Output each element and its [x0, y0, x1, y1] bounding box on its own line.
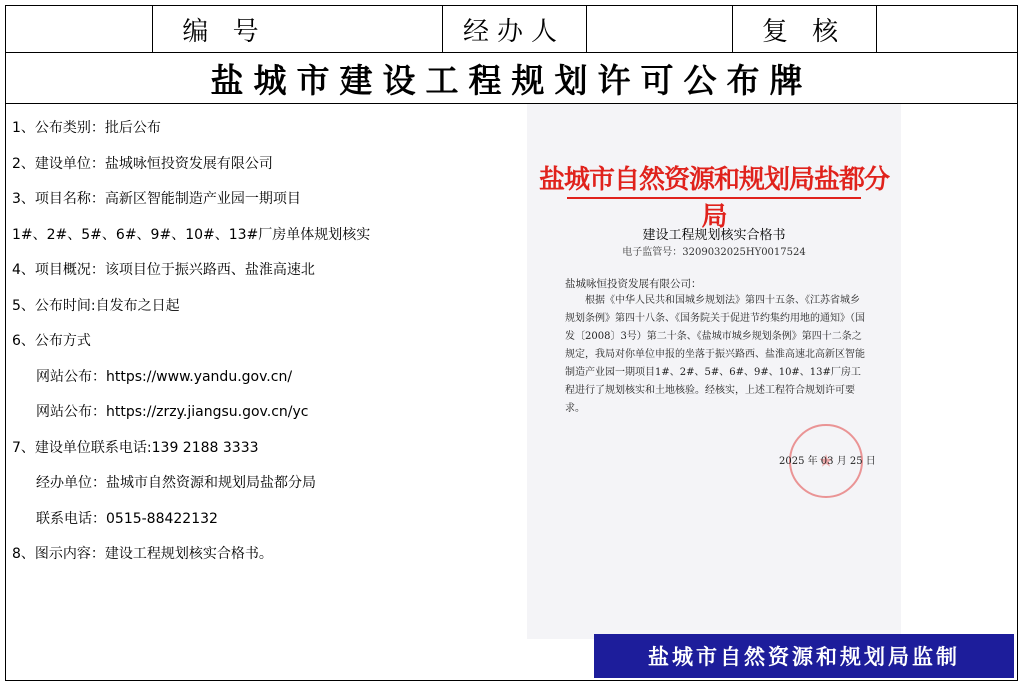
info-line: 5、公布时间:自发布之日起	[12, 297, 180, 314]
footer-banner: 盐城市自然资源和规划局监制	[594, 634, 1014, 678]
info-line: 4、项目概况：该项目位于振兴路西、盐淮高速北	[12, 262, 315, 278]
header-row	[6, 6, 1017, 53]
red-rule	[567, 197, 861, 199]
certificate-image	[527, 104, 901, 639]
notice-board	[5, 5, 1018, 681]
info-line: 2、建设单位：盐城咏恒投资发展有限公司	[12, 155, 273, 172]
divider	[876, 6, 877, 52]
handler-label: 经办人	[462, 16, 565, 47]
info-list	[12, 118, 512, 580]
info-line: 3、项目名称：高新区智能制造产业园一期项目	[12, 191, 301, 207]
certificate-title: 建设工程规划核实合格书	[642, 228, 786, 243]
info-line: 经办单位：盐城市自然资源和规划局盐都分局	[36, 475, 316, 491]
info-line: 1#、2#、5#、6#、9#、10#、13#厂房单体规划核实	[12, 226, 371, 243]
certificate-body: 根据《中华人民共和国城乡规划法》第四十五条、《江苏省城乡规划条例》第四十八条、《国务院关于促进节约集约用地的通知》（国发〔2008〕3号）第二十条、《盐城市城乡规划条例》第四十二条之规定，我局对你单位申报的坐落于振兴路西、盐淮高速北高新区智能制造产业园一期项目1#、2#、5#、6#、9#、10#、13#厂房工程进行了规划核实和土地核验。经核实，上述工程符合规划许可要求。	[565, 295, 865, 414]
certificate-addressee: 盐城咏恒投资发展有限公司：	[565, 278, 702, 290]
divider	[586, 6, 587, 52]
info-line: 1、公布类别：批后公布	[12, 120, 161, 136]
info-line: 联系电话：0515-88422132	[36, 510, 218, 527]
page-title: 盐城市建设工程规划许可公布牌	[6, 53, 1017, 104]
number-label: 编 号	[182, 16, 267, 47]
info-line: 网站公布：https://zrzy.jiangsu.gov.cn/yc	[36, 404, 309, 420]
review-label: 复 核	[761, 16, 847, 47]
certificate-date: 2025 年 03 月 25 日	[779, 456, 876, 467]
electronic-number: 电子监管号：3209032025HY0017524	[622, 247, 806, 258]
info-line: 网站公布：https://www.yandu.gov.cn/	[36, 368, 293, 385]
info-line: 6、公布方式	[12, 333, 91, 349]
certificate-issuer: 盐城市自然资源和规划局盐都分局	[538, 165, 889, 232]
info-line: 8、图示内容：建设工程规划核实合格书。	[12, 546, 273, 562]
info-line: 7、建设单位联系电话:139 2188 3333	[12, 439, 259, 456]
